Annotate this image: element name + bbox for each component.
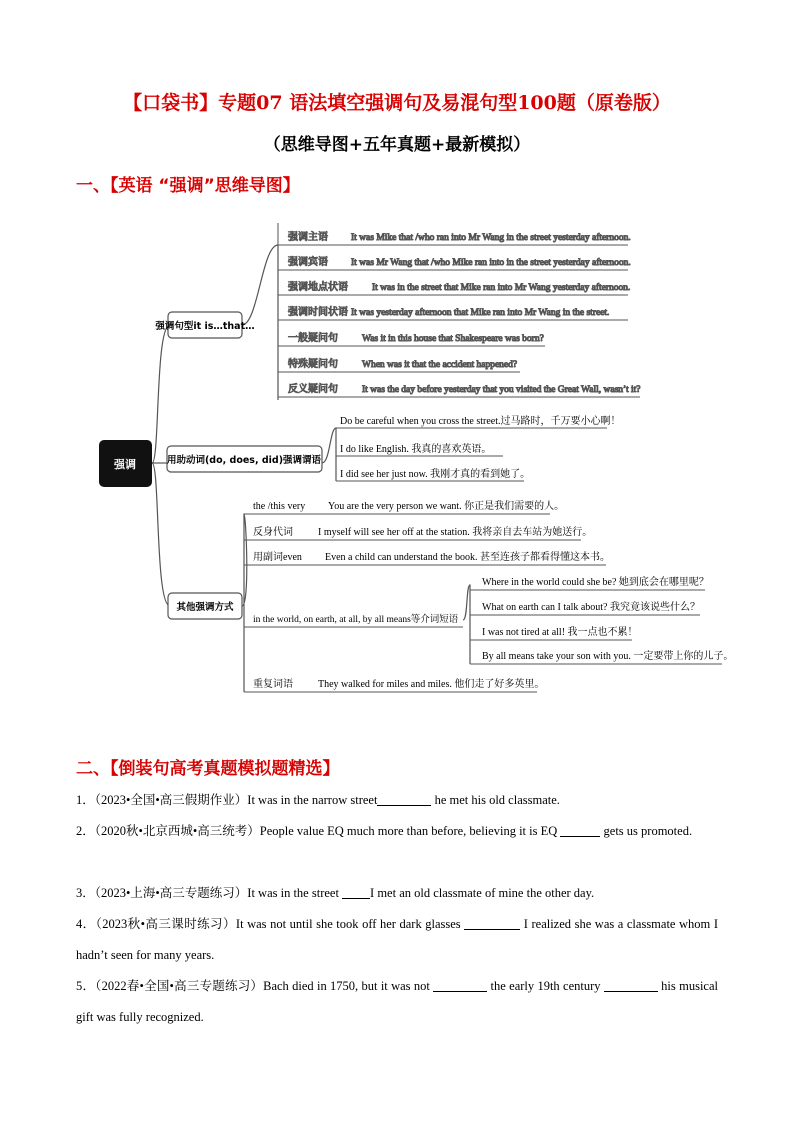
cleft-example-2: It was Mr Wang that /who Mike ran into in the street yesterday afternoon. (351, 258, 631, 268)
answer-blank[interactable] (604, 978, 658, 992)
page-title: 【口袋书】专题07 语法填空强调句及易混句型100题（原卷版） (123, 92, 671, 114)
answer-blank[interactable] (560, 823, 600, 837)
prep-phrase-label: in the world, on earth, at all, by all means等介词短语 (253, 615, 459, 625)
other-example-3: Even a child can understand the book. 甚至连孩子都看得懂这本书。 (325, 552, 610, 563)
cleft-tag-5: 一般疑问句 (288, 333, 338, 344)
cleft-tag-4: 强调时间状语 (288, 307, 348, 318)
question-5: 5．（2022春•全国•高三专题练习）Bach died in 1750, but it was not the early 19th century his musical gift was fully recognized. (76, 979, 718, 1024)
cleft-example-7: It was the day before yesterday that you visited the Great Wall, wasn’t it? (362, 385, 641, 395)
root-label: 强调 (114, 458, 136, 471)
aux-example-1: Do be careful when you cross the street.过马路时，千万要小心啊！ (340, 416, 621, 427)
section-heading-questions: 二、【倒装句高考真题模拟题精选】 (76, 759, 340, 779)
other-tag-4: 重复词语 (253, 679, 293, 690)
branch-other-label: 其他强调方式 (176, 602, 234, 613)
cleft-tag-3: 强调地点状语 (288, 282, 348, 293)
cleft-tag-6: 特殊疑问句 (288, 359, 338, 370)
prep-example-3: I was not tired at all! 我一点也不累！ (482, 627, 638, 638)
question-3: 3．（2023•上海•高三专题练习）It was in the street I met an old classmate of mine the other day. (76, 886, 595, 900)
other-tag-1: the /this very (253, 501, 306, 512)
cleft-example-3: It was in the street that Mike ran into Mr Wang yesterday afternoon. (372, 283, 631, 293)
answer-blank[interactable] (464, 916, 520, 930)
aux-example-2: I do like English. 我真的喜欢英语。 (340, 444, 492, 455)
aux-example-3: I did see her just now. 我刚才真的看到她了。 (340, 469, 531, 480)
cleft-tag-2: 强调宾语 (288, 257, 328, 268)
cleft-tag-7: 反义疑问句 (288, 384, 338, 395)
branch-cleft-label: 强调句型it is…that… (155, 321, 255, 332)
page-subtitle: （思维导图+五年真题+最新模拟） (263, 135, 531, 155)
prep-example-2: What on earth can I talk about? 我究竟该说些什么？ (482, 602, 700, 613)
cleft-example-6: When was it that the accident happened? (362, 360, 518, 370)
answer-blank[interactable] (433, 978, 487, 992)
prep-example-1: Where in the world could she be? 她到底会在哪里呢？ (482, 577, 709, 588)
question-4: 4．（2023秋•高三课时练习）It was not until she took off her dark glasses I realized she was a classmate whom I hadn’t seen for many years. (76, 917, 718, 962)
cleft-example-1: It was Mike that /who ran into Mr Wang in the street yesterday afternoon. (351, 233, 631, 243)
cleft-example-5: Was it in this house that Shakespeare was born? (362, 334, 544, 344)
other-tag-3: 用副词even (253, 552, 302, 563)
other-tag-2: 反身代词 (253, 527, 293, 538)
question-2: 2．（2020秋•北京西城•高三统考）People value EQ much more than before, believing it is EQ gets us promoted. (76, 824, 693, 838)
section-heading-mindmap: 一、【英语 “强调”思维导图】 (76, 176, 300, 196)
cleft-tag-1: 强调主语 (288, 232, 328, 243)
other-example-4: They walked for miles and miles. 他们走了好多英里。 (318, 679, 545, 690)
other-example-1: You are the very person we want. 你正是我们需要的人。 (328, 501, 565, 512)
cleft-example-4: It was yesterday afternoon that Mike ran into Mr Wang in the street. (351, 308, 610, 318)
branch-auxiliary-label: 用助动词(do, does, did)强调谓语 (166, 455, 322, 466)
prep-example-4: By all means take your son with you. 一定要带上你的儿子。 (482, 651, 734, 662)
question-1: 1．（2023•全国•高三假期作业）It was in the narrow street he met his old classmate. (76, 793, 560, 807)
answer-blank[interactable] (342, 885, 370, 899)
answer-blank[interactable] (377, 792, 431, 806)
other-example-2: I myself will see her off at the station. 我将亲自去车站为她送行。 (318, 527, 593, 538)
